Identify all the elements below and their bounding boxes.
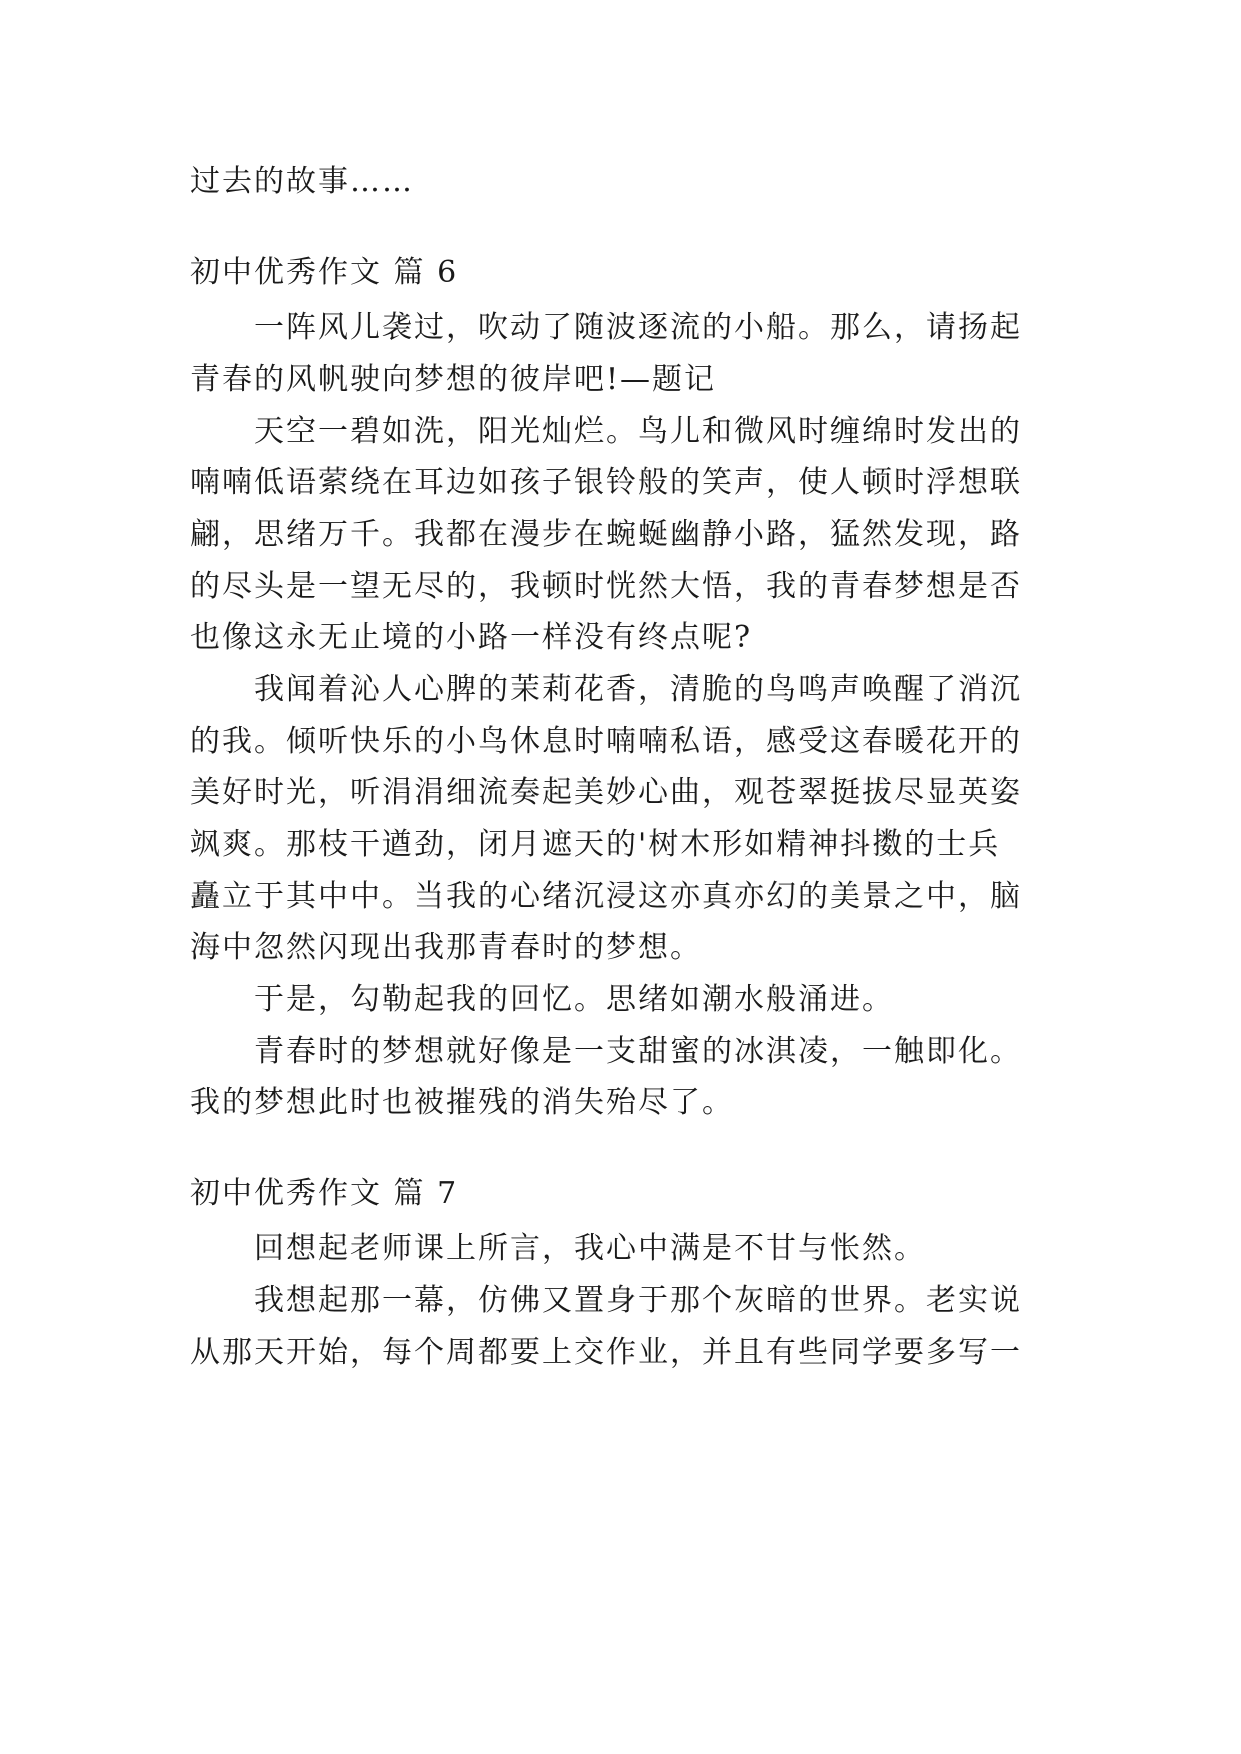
text-line: 我闻着沁人心脾的茉莉花香，清脆的鸟鸣声唤醒了消沉 (254, 672, 1022, 707)
text-line: 从那天开始，每个周都要上交作业，并且有些同学要多写一 (190, 1335, 1022, 1370)
text-line: 矗立于其中中。当我的心绪沉浸这亦真亦幻的美景之中，脑 (190, 879, 1022, 914)
text-line: 青春时的梦想就好像是一支甜蜜的冰淇凌，一触即化。 (254, 1034, 1022, 1069)
text-line: 也像这永无止境的小路一样没有终点呢? (190, 620, 753, 655)
text-line: 天空一碧如洗，阳光灿烂。鸟儿和微风时缠绵时发出的 (254, 414, 1022, 449)
text-line: 回想起老师课上所言，我心中满是不甘与怅然。 (254, 1231, 926, 1266)
text-line: 的尽头是一望无尽的，我顿时恍然大悟，我的青春梦想是否 (190, 569, 1022, 604)
section-heading: 初中优秀作文 篇 6 (190, 255, 459, 290)
text-line: 飒爽。那枝干遒劲，闭月遮天的'树木形如精神抖擞的士兵 (190, 827, 1001, 862)
text-line: 喃喃低语萦绕在耳边如孩子银铃般的笑声，使人顿时浮想联 (190, 465, 1022, 500)
text-line: 我想起那一幕，仿佛又置身于那个灰暗的世界。老实说 (254, 1283, 1022, 1318)
text-line: 我的梦想此时也被摧残的消失殆尽了。 (190, 1085, 734, 1120)
text-line: 于是，勾勒起我的回忆。思绪如潮水般涌进。 (254, 982, 894, 1017)
text-line: 翩，思绪万千。我都在漫步在蜿蜒幽静小路，猛然发现，路 (190, 517, 1022, 552)
text-line: 海中忽然闪现出我那青春时的梦想。 (190, 930, 702, 965)
text-line: 过去的故事…… (190, 164, 414, 199)
section-heading: 初中优秀作文 篇 7 (190, 1176, 459, 1211)
text-line: 青春的风帆驶向梦想的彼岸吧!—题记 (190, 362, 717, 397)
text-line: 美好时光，听涓涓细流奏起美妙心曲，观苍翠挺拔尽显英姿 (190, 775, 1022, 810)
text-line: 的我。倾听快乐的小鸟休息时喃喃私语，感受这春暖花开的 (190, 724, 1022, 759)
text-line: 一阵风儿袭过，吹动了随波逐流的小船。那么，请扬起 (254, 310, 1022, 345)
